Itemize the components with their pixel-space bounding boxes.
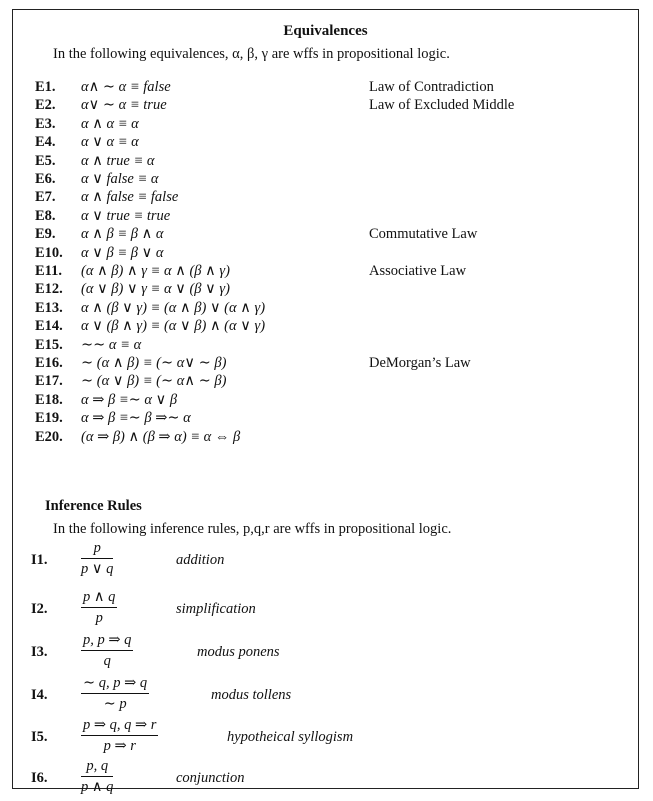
rule-premise: ∼ q, p ⇒ q [83,675,148,691]
rule-conclusion: ∼ p [81,693,149,713]
equivalence-id: E16. [35,355,63,371]
inference-rule [31,717,631,757]
equivalence-formula: ∼ (α ∨ β) ≡ (∼ α∧ ∼ β) [81,373,227,390]
equivalence-id: E12. [35,281,63,298]
equivalence-formula: α ∧ true ≡ α [81,152,155,169]
equivalence-id: E6. [35,171,56,187]
equivalence-id: E4. [35,134,56,151]
equivalence-id: E19. [35,410,63,427]
rule-id: I2. [31,601,48,617]
rule-id: I6. [31,770,48,786]
equivalence-id: E10. [35,244,63,261]
inference-rule [31,540,631,580]
rule-name: conjunction [176,770,245,786]
rule-conclusion: p ⇒ r [81,735,158,755]
equivalence-id: E17. [35,373,63,390]
inference-title: Inference Rules [45,498,142,514]
equivalence-id: E20. [35,428,63,445]
inference-intro: In the following inference rules, p,q,r are wffs in propositional logic. [53,521,452,537]
rule-conclusion: p [81,607,117,627]
equivalence-formula: α ∧ (β ∨ γ) ≡ (α ∧ β) ∨ (α ∧ γ) [81,299,266,316]
equivalence-id: E7. [35,189,56,206]
equivalences-title: Equivalences [283,23,368,39]
inference-rule [31,632,631,672]
equivalence-formula: (α ∧ β) ∧ γ ≡ α ∧ (β ∧ γ) [81,263,230,279]
equivalence-law-name: Associative Law [369,263,467,279]
equivalence-law-name: Law of Excluded Middle [369,97,515,114]
equivalence-law-name: DeMorgan’s Law [369,355,471,371]
equivalences-intro: In the following equivalences, α, β, γ are wffs in propositional logic. [53,46,450,62]
rule-premise: p ⇒ q, q ⇒ r [83,717,157,733]
rule-fraction [81,540,113,578]
equivalence-id: E8. [35,207,56,224]
equivalence-formula: α∨ ∼ α ≡ true [81,97,167,114]
equivalence-id: E1. [35,79,56,95]
inference-rule [31,675,631,715]
rule-name: addition [176,552,225,568]
equivalence-id: E14. [35,318,63,335]
equivalence-formula: ∼∼ α ≡ α [81,336,142,353]
rule-fraction [81,675,149,713]
equivalence-id: E18. [35,391,63,408]
equivalence-formula: ∼ (α ∧ β) ≡ (∼ α∨ ∼ β) [81,355,227,371]
rule-conclusion: p ∨ q [81,558,113,578]
equivalence-formula: α ∧ false ≡ false [81,189,179,206]
rule-premise: p, q [86,758,109,774]
rule-premise: p, p ⇒ q [83,632,132,648]
equivalence-id: E9. [35,226,56,243]
equivalence-law-name: Law of Contradiction [369,79,494,95]
equivalence-formula: α ∨ true ≡ true [81,207,171,224]
inference-rule [31,758,631,798]
equivalence-id: E15. [35,336,63,353]
rule-name: modus ponens [197,644,280,660]
rule-premise: p [93,540,101,556]
equivalence-formula: (α ⇒ β) ∧ (β ⇒ α) ≡ α ⇔ β [81,428,241,445]
inference-rule [31,589,631,629]
equivalence-formula: α ∨ α ≡ α [81,134,139,151]
rule-fraction [81,717,158,755]
rule-id: I4. [31,687,48,703]
reference-card [12,9,639,795]
rule-conclusion: q [81,650,133,670]
rule-name: hypotheical syllogism [227,729,354,745]
rule-fraction [81,589,117,627]
rule-id: I5. [31,729,48,745]
equivalence-law-name: Commutative Law [369,226,478,243]
equivalence-formula: α ∧ α ≡ α [81,115,139,132]
equivalence-id: E3. [35,115,56,132]
equivalence-id: E13. [35,299,63,316]
rule-fraction [81,758,113,796]
equivalence-id: E11. [35,263,62,279]
rule-id: I1. [31,552,48,568]
equivalence-formula: α ∨ false ≡ α [81,171,159,187]
rule-fraction [81,632,133,670]
equivalence-formula: α∧ ∼ α ≡ false [81,79,171,95]
equivalence-formula: α ∨ β ≡ β ∨ α [81,244,164,261]
rule-name: modus tollens [211,687,292,703]
rule-premise: p ∧ q [83,589,116,605]
equivalence-id: E5. [35,152,56,169]
equivalence-formula: α ∧ β ≡ β ∧ α [81,226,164,243]
rule-name: simplification [176,601,256,617]
equivalence-formula: α ⇒ β ≡∼ β ⇒∼ α [81,410,191,427]
rule-conclusion: p ∧ q [81,776,113,796]
equivalence-formula: α ∨ (β ∧ γ) ≡ (α ∨ β) ∧ (α ∨ γ) [81,318,266,335]
rule-id: I3. [31,644,48,660]
equivalence-formula: α ⇒ β ≡∼ α ∨ β [81,391,178,408]
equivalence-id: E2. [35,97,56,114]
equivalence-formula: (α ∨ β) ∨ γ ≡ α ∨ (β ∨ γ) [81,281,230,298]
